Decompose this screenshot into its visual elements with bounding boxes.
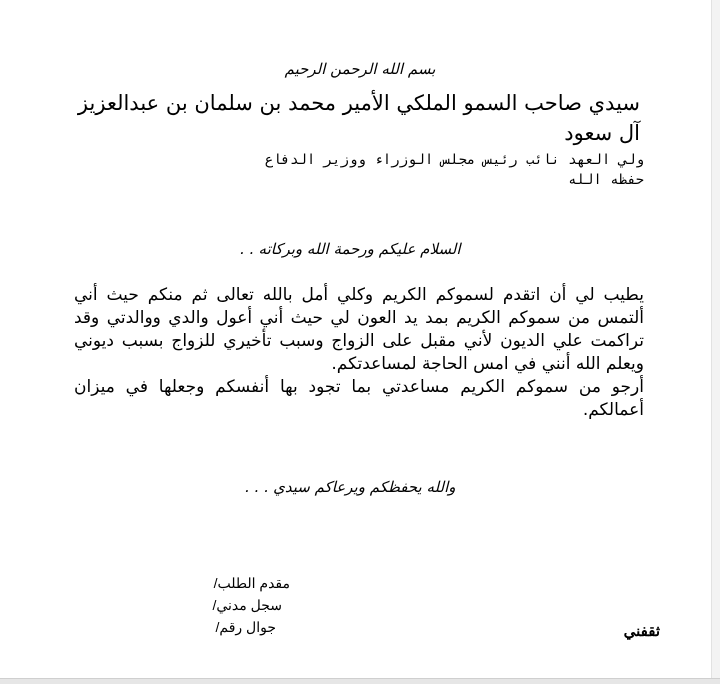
letter-body (74, 284, 644, 422)
mobile-label: جوال رقم/ (215, 619, 276, 635)
body-paragraph: يطيب لي أن اتقدم لسموكم الكريم وكلي أمل بالله تعالى ثم منكم حيث أني ألتمس من سموكم الكريم بمد يد العون لي حيث أني أعول والدي ووالدتي وقد تراكمت علي الديون لأني مقبل على الزواج وسبب تأخيري للزواج بسبب ديوني ويعلم الله أنني في امس الحاجة لمساعدتكم. (74, 285, 644, 374)
addressee: سيدي صاحب السمو الملكي الأمير محمد بن سلمان بن عبدالعزيز آل سعود (77, 91, 640, 145)
signature: ثقفني (623, 623, 660, 640)
position-title: ولي العهد نائب رئيس مجلس الوزراء ووزير الدفاع (264, 152, 644, 168)
closing-line: والله يحفظكم ويرعاكم سيدي . . . (244, 478, 456, 496)
page-bottom-edge (0, 678, 720, 684)
blessing: حفظه الله (568, 172, 644, 188)
greeting: السلام عليكم ورحمة الله وبركاته . . (239, 240, 461, 258)
applicant-label: مقدم الطلب/ (213, 575, 290, 591)
basmala: بسم الله الرحمن الرحيم (284, 60, 436, 78)
applicant-info (150, 572, 290, 638)
civil-id-label: سجل مدني/ (212, 597, 282, 613)
body-paragraph: أرجو من سموكم الكريم مساعدتي بما تجود بها أنفسكم وجعلها في ميزان أعمالكم. (74, 377, 644, 420)
page-right-edge (711, 0, 720, 684)
addressee-position (74, 150, 644, 190)
